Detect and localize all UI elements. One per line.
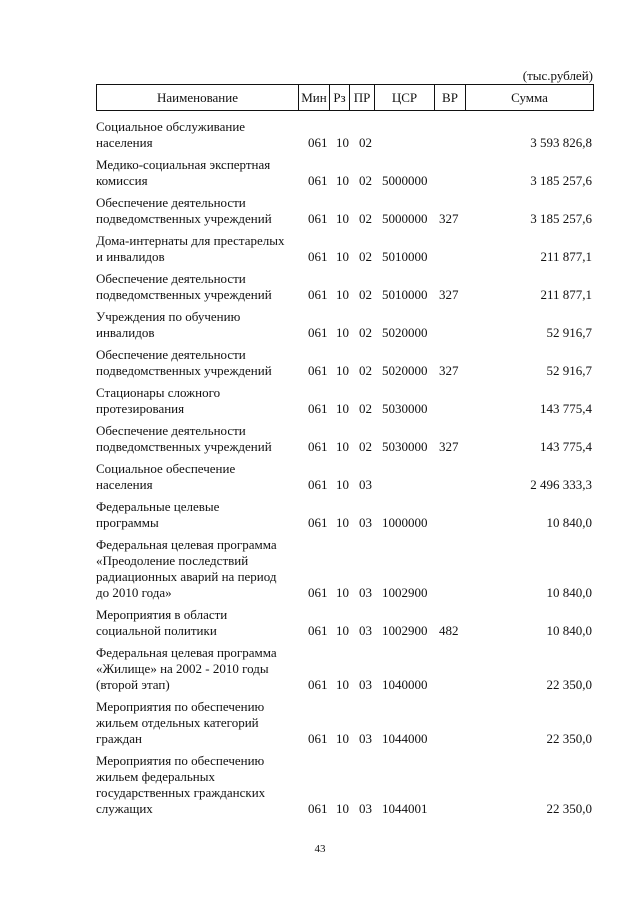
row-name: Федеральные целевые программы [96, 499, 220, 530]
row-pr: 02 [359, 249, 372, 264]
row-name: Мероприятия по обеспечению жильем федеральных государственных гражданских служащих [96, 753, 266, 816]
row-min: 061 [308, 325, 328, 340]
row-csr: 1040000 [382, 677, 428, 692]
row-rz: 10 [336, 731, 349, 746]
header-pr: ПР [350, 85, 375, 110]
table-header [96, 84, 594, 111]
row-rz: 10 [336, 623, 349, 638]
row-pr: 02 [359, 173, 372, 188]
row-pr: 02 [359, 211, 372, 226]
row-sum: 143 775,4 [540, 401, 592, 416]
row-rz: 10 [336, 363, 349, 378]
row-vr: 327 [439, 287, 459, 302]
row-sum: 10 840,0 [546, 585, 592, 600]
row-vr: 327 [439, 211, 459, 226]
row-vr: 327 [439, 439, 459, 454]
table-row [96, 537, 594, 601]
row-rz: 10 [336, 515, 349, 530]
row-csr: 5000000 [382, 211, 428, 226]
row-min: 061 [308, 515, 328, 530]
row-min: 061 [308, 173, 328, 188]
units-label: (тыс.рублей) [522, 68, 593, 83]
table-row [96, 347, 594, 379]
row-pr: 03 [359, 585, 372, 600]
row-pr: 02 [359, 363, 372, 378]
row-pr: 03 [359, 477, 372, 492]
table-row [96, 423, 594, 455]
row-name: Медико-социальная экспертная комиссия [96, 157, 271, 188]
row-name: Обеспечение деятельности подведомственных учреждений [96, 347, 272, 378]
row-vr: 327 [439, 363, 459, 378]
row-name: Обеспечение деятельности подведомственных учреждений [96, 195, 272, 226]
row-sum: 3 185 257,6 [530, 211, 592, 226]
row-rz: 10 [336, 677, 349, 692]
row-min: 061 [308, 401, 328, 416]
row-csr: 5020000 [382, 363, 428, 378]
row-sum: 52 916,7 [546, 363, 592, 378]
table-row [96, 309, 594, 341]
row-csr: 1002900 [382, 623, 428, 638]
row-min: 061 [308, 731, 328, 746]
row-rz: 10 [336, 325, 349, 340]
row-sum: 10 840,0 [546, 623, 592, 638]
row-rz: 10 [336, 801, 349, 816]
header-min: Мин [299, 85, 330, 110]
row-rz: 10 [336, 401, 349, 416]
row-sum: 52 916,7 [546, 325, 592, 340]
row-sum: 143 775,4 [540, 439, 592, 454]
row-pr: 03 [359, 731, 372, 746]
header-sum: Сумма [511, 89, 548, 105]
header-name: Наименование [97, 85, 299, 110]
row-name: Стационары сложного протезирования [96, 385, 221, 416]
row-name: Дома-интернаты для престарелых и инвалидов [96, 233, 285, 264]
row-min: 061 [308, 287, 328, 302]
row-csr: 1000000 [382, 515, 428, 530]
row-sum: 10 840,0 [546, 515, 592, 530]
table-row [96, 607, 594, 639]
header-vr: ВР [435, 85, 466, 110]
row-rz: 10 [336, 211, 349, 226]
row-csr: 5000000 [382, 173, 428, 188]
row-name: Социальное обеспечение населения [96, 461, 236, 492]
row-pr: 02 [359, 401, 372, 416]
row-rz: 10 [336, 585, 349, 600]
row-min: 061 [308, 585, 328, 600]
table-row [96, 119, 594, 151]
row-min: 061 [308, 249, 328, 264]
row-sum: 22 350,0 [546, 677, 592, 692]
row-sum: 22 350,0 [546, 801, 592, 816]
row-name: Мероприятия по обеспечению жильем отдельных категорий граждан [96, 699, 265, 746]
row-pr: 03 [359, 677, 372, 692]
row-rz: 10 [336, 287, 349, 302]
row-name: Мероприятия в области социальной политики [96, 607, 228, 638]
row-min: 061 [308, 477, 328, 492]
table-row [96, 271, 594, 303]
table-row [96, 195, 594, 227]
row-name: Учреждения по обучению инвалидов [96, 309, 241, 340]
row-name: Обеспечение деятельности подведомственных учреждений [96, 271, 272, 302]
table-row [96, 499, 594, 531]
row-csr: 1002900 [382, 585, 428, 600]
row-name: Обеспечение деятельности подведомственных учреждений [96, 423, 272, 454]
table-row [96, 385, 594, 417]
row-rz: 10 [336, 135, 349, 150]
table-row [96, 699, 594, 747]
row-rz: 10 [336, 173, 349, 188]
row-min: 061 [308, 801, 328, 816]
row-sum: 3 185 257,6 [530, 173, 592, 188]
table-row [96, 645, 594, 693]
row-pr: 02 [359, 135, 372, 150]
row-csr: 5030000 [382, 401, 428, 416]
row-rz: 10 [336, 439, 349, 454]
row-name: Федеральная целевая программа «Жилище» на 2002 - 2010 годы (второй этап) [96, 645, 277, 692]
row-csr: 1044001 [382, 801, 428, 816]
table-row [96, 461, 594, 493]
row-pr: 03 [359, 515, 372, 530]
row-min: 061 [308, 135, 328, 150]
row-vr: 482 [439, 623, 459, 638]
row-rz: 10 [336, 477, 349, 492]
table-row [96, 753, 594, 817]
row-min: 061 [308, 623, 328, 638]
row-sum: 211 877,1 [540, 287, 592, 302]
page-number: 43 [314, 843, 326, 855]
row-csr: 5030000 [382, 439, 428, 454]
row-rz: 10 [336, 249, 349, 264]
row-csr: 5010000 [382, 249, 428, 264]
row-sum: 211 877,1 [540, 249, 592, 264]
row-csr: 5010000 [382, 287, 428, 302]
row-csr: 5020000 [382, 325, 428, 340]
row-min: 061 [308, 439, 328, 454]
row-sum: 3 593 826,8 [530, 135, 592, 150]
row-pr: 02 [359, 287, 372, 302]
row-pr: 02 [359, 439, 372, 454]
table-row [96, 157, 594, 189]
row-min: 061 [308, 677, 328, 692]
row-sum: 2 496 333,3 [530, 477, 592, 492]
row-name: Федеральная целевая программа «Преодоление последствий радиационных аварий на период до 2010 года» [96, 537, 277, 600]
row-pr: 02 [359, 325, 372, 340]
row-pr: 03 [359, 801, 372, 816]
row-name: Социальное обслуживание населения [96, 119, 246, 150]
row-min: 061 [308, 363, 328, 378]
table-row [96, 233, 594, 265]
row-csr: 1044000 [382, 731, 428, 746]
header-rz: Рз [330, 85, 350, 110]
row-sum: 22 350,0 [546, 731, 592, 746]
row-pr: 03 [359, 623, 372, 638]
header-csr: ЦСР [375, 85, 435, 110]
table-body [96, 119, 594, 823]
row-min: 061 [308, 211, 328, 226]
